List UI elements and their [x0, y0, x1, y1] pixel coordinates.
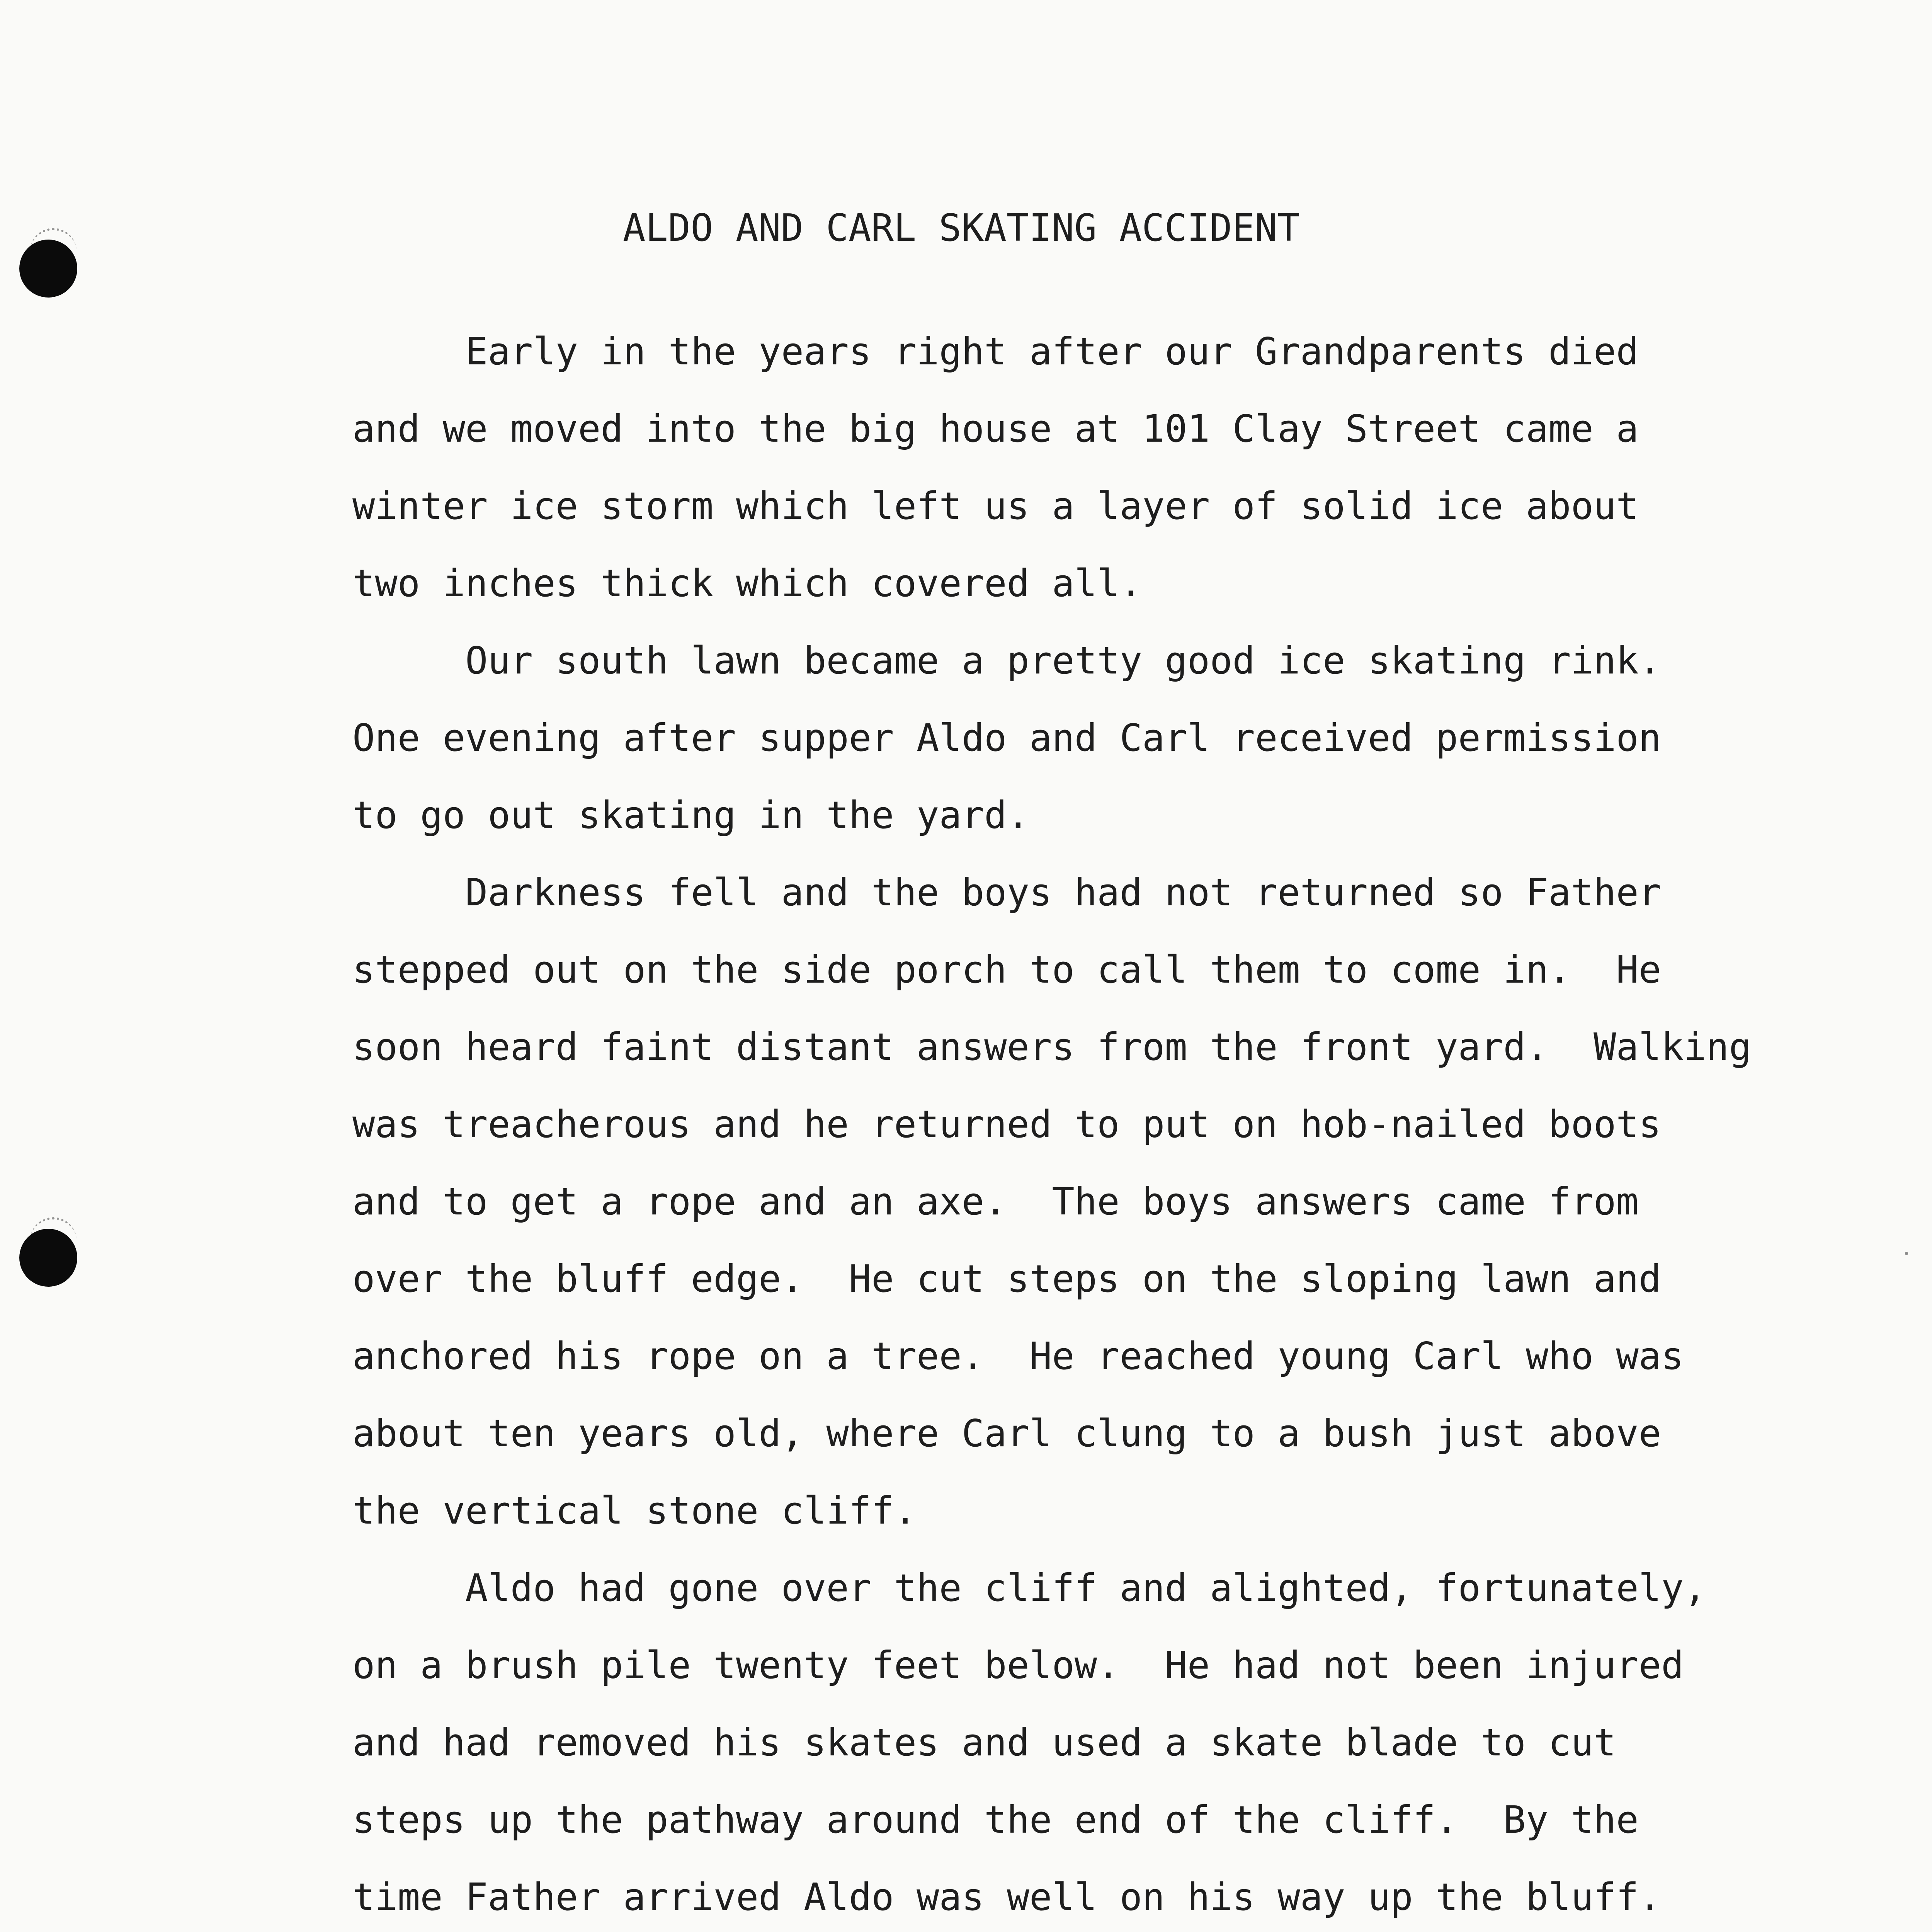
text-line: about ten years old, where Carl clung to a bush just above [352, 1412, 1662, 1455]
paper-speck [1905, 1252, 1908, 1255]
text-line: and we moved into the big house at 101 Clay Street came a [352, 407, 1639, 451]
text-line: on a brush pile twenty feet below. He had not been injured [352, 1643, 1684, 1687]
text-line: and had removed his skates and used a skate blade to cut [352, 1721, 1616, 1764]
text-line: steps up the pathway around the end of the cliff. By the [352, 1798, 1639, 1842]
text-line: was treacherous and he returned to put on hob-nailed boots [352, 1102, 1662, 1146]
text-line: Darkness fell and the boys had not returned so Father [352, 871, 1662, 914]
text-line: the vertical stone cliff. [352, 1489, 917, 1532]
text-line: Aldo had gone over the cliff and alighted, fortunately, [352, 1566, 1706, 1610]
text-line: two inches thick which covered all. [352, 561, 1142, 605]
text-line: and to get a rope and an axe. The boys answers came from [352, 1180, 1639, 1223]
text-line: winter ice storm which left us a layer of solid ice about [352, 484, 1639, 528]
binder-hole-middle [19, 1229, 77, 1287]
body-text [352, 313, 1813, 1932]
text-line: soon heard faint distant answers from the front yard. Walking [352, 1025, 1752, 1069]
text-line: to go out skating in the yard. [352, 793, 1029, 837]
text-line: Our south lawn became a pretty good ice skating rink. [352, 639, 1662, 682]
text-line: anchored his rope on a tree. He reached young Carl who was [352, 1334, 1684, 1378]
text-line: One evening after supper Aldo and Carl received permission [352, 716, 1662, 760]
text-line: stepped out on the side porch to call them to come in. He [352, 948, 1662, 992]
binder-hole-top [19, 240, 77, 298]
text-line: Early in the years right after our Grandparents died [352, 330, 1639, 373]
page-title: ALDO AND CARL SKATING ACCIDENT [623, 206, 1300, 250]
text-line: time Father arrived Aldo was well on his way up the bluff. [352, 1875, 1662, 1919]
text-line: over the bluff edge. He cut steps on the sloping lawn and [352, 1257, 1662, 1301]
